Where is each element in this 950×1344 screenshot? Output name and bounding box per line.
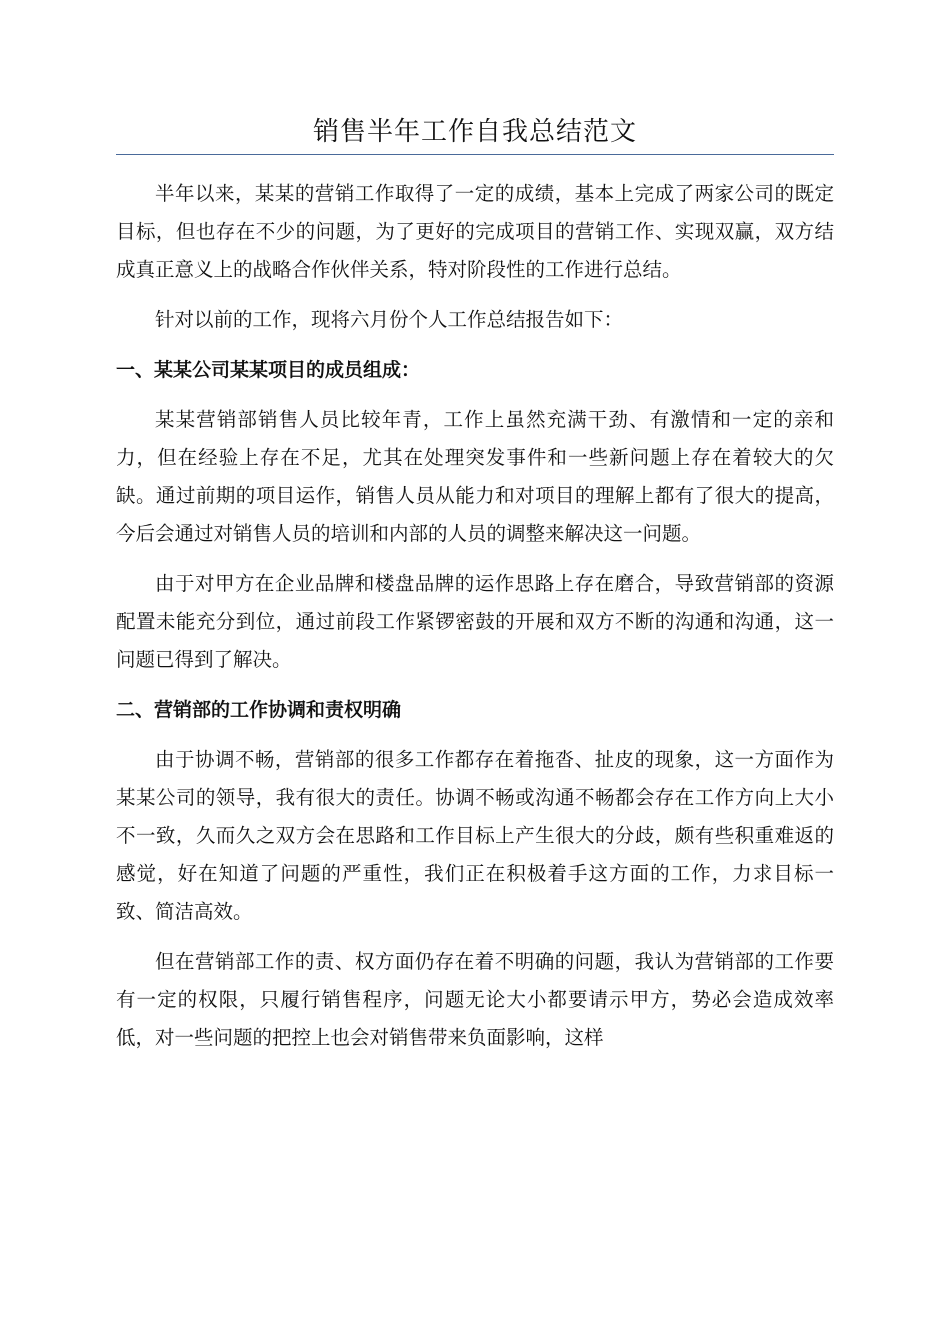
document-page xyxy=(116,112,834,1057)
paragraph-intro: 半年以来，某某的营销工作取得了一定的成绩，基本上完成了两家公司的既定目标，但也存在不少的问题，为了更好的完成项目的营销工作、实现双赢，双方结成真正意义上的战略合作伙伴关系，特对阶段性的工作进行总结。 xyxy=(116,182,834,281)
title-underline xyxy=(116,154,834,155)
document-title: 销售半年工作自我总结范文 xyxy=(312,117,637,147)
paragraph-brand: 由于对甲方在企业品牌和楼盘品牌的运作思路上存在磨合，导致营销部的资源配置未能充分到位，通过前段工作紧锣密鼓的开展和双方不断的沟通和沟通，这一问题已得到了解决。 xyxy=(116,572,834,671)
section-heading-1: 一、某某公司某某项目的成员组成： xyxy=(116,359,421,381)
paragraph-members: 某某营销部销售人员比较年青，工作上虽然充满干劲、有激情和一定的亲和力，但在经验上存在不足，尤其在处理突发事件和一些新问题上存在着较大的欠缺。通过前期的项目运作，销售人员从能力和对项目的理解上都有了很大的提高，今后会通过对销售人员的培训和内部的人员的调整来解决这一问题。 xyxy=(116,408,834,545)
paragraph-lead: 针对以前的工作，现将六月份个人工作总结报告如下： xyxy=(155,308,624,331)
section-heading-2: 二、营销部的工作协调和责权明确 xyxy=(116,699,402,721)
paragraph-authority: 但在营销部工作的责、权方面仍存在着不明确的问题，我认为营销部的工作要有一定的权限，只履行销售程序，问题无论大小都要请示甲方，势必会造成效率低，对一些问题的把控上也会对销售带来负面影响，这样 xyxy=(116,950,834,1049)
paragraph-coordination: 由于协调不畅，营销部的很多工作都存在着拖沓、扯皮的现象，这一方面作为某某公司的领导，我有很大的责任。协调不畅或沟通不畅都会存在工作方向上大小不一致，久而久之双方会在思路和工作目标上产生很大的分歧，颇有些积重难返的感觉，好在知道了问题的严重性，我们正在积极着手这方面的工作，力求目标一致、简洁高效。 xyxy=(116,748,834,923)
